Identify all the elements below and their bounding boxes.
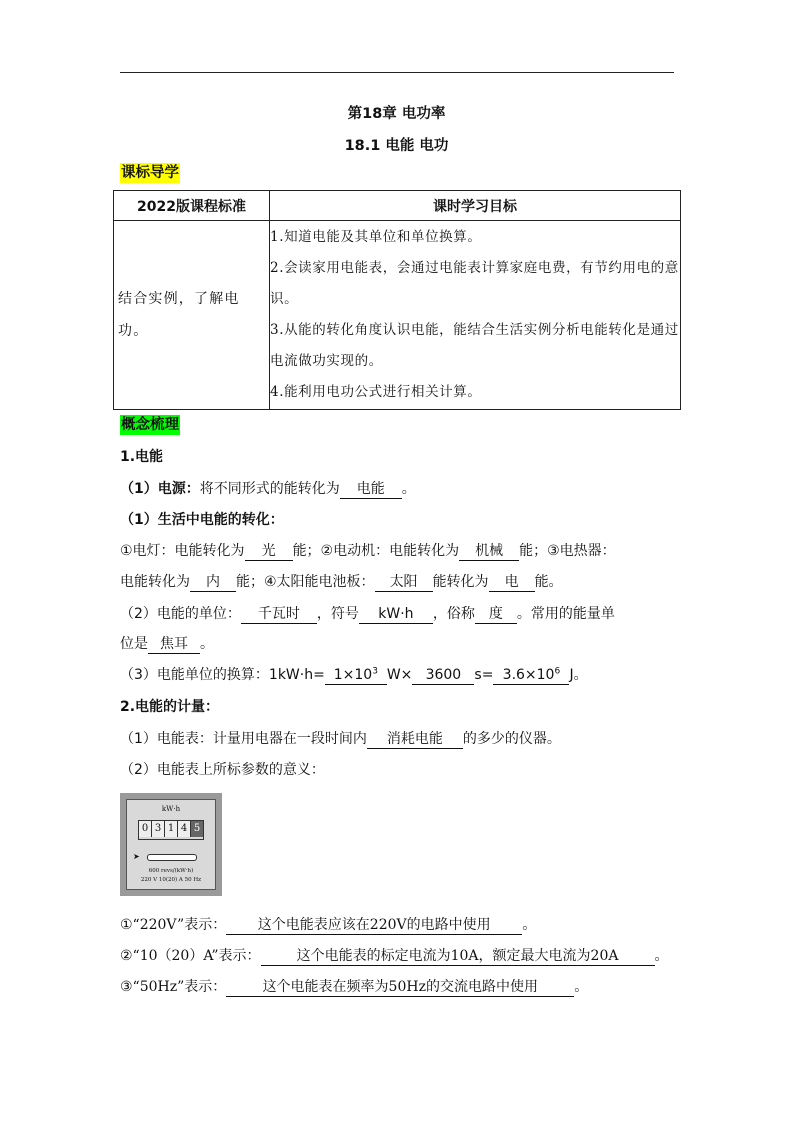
exponent: 3	[372, 666, 378, 677]
exponent: 6	[554, 666, 561, 677]
meter-digit: 4	[178, 821, 191, 837]
electric-meter-image	[120, 793, 222, 896]
blank-answer	[325, 666, 387, 685]
blank-answer: 焦耳	[148, 635, 200, 654]
blank-answer: 度	[475, 605, 517, 624]
standard-cell	[114, 221, 270, 410]
text: s=	[474, 667, 494, 683]
meter-digit: 3	[152, 821, 165, 837]
blank-answer: 这个电能表在频率为50Hz的交流电路中使用	[226, 978, 574, 997]
blank-answer: 电能	[340, 480, 402, 499]
meter-digit: 5	[191, 821, 203, 837]
standards-table	[113, 190, 681, 410]
rotation-arrow-icon: ➤	[133, 852, 140, 861]
blank-answer	[493, 666, 569, 685]
text: 位是	[120, 636, 148, 652]
punct: 。	[522, 917, 537, 933]
meter-definition-line	[120, 729, 561, 749]
goal-item: 3.从能的转化角度认识电能，能结合生活实例分析电能转化是通过电流做功实现的。	[270, 322, 679, 369]
text: J。	[569, 667, 588, 683]
meter-digit: 1	[165, 821, 178, 837]
header-goals: 课时学习目标	[270, 191, 681, 221]
text: W×	[386, 667, 413, 683]
text: 电能转化为	[120, 574, 190, 590]
text: ，俗称	[432, 606, 475, 622]
param-label: ①“220V”表示：	[120, 917, 227, 933]
source-text: 将不同形式的能转化为	[199, 481, 340, 497]
blank-answer: 电	[489, 573, 535, 592]
value: 1×10	[333, 667, 373, 683]
blank-answer: 这个电能表的标定电流为10A，额定最大电流为20A	[261, 947, 655, 966]
header-standard: 2022版课程标准	[114, 191, 270, 221]
params-title: （2）电能表上所标参数的意义：	[120, 762, 325, 778]
goal-item: 4.能利用电功公式进行相关计算。	[270, 384, 482, 400]
text: 能；②电动机：电能转化为	[292, 543, 460, 559]
text: 的多少的仪器。	[462, 731, 561, 747]
meter-disc	[147, 854, 197, 861]
meter-spec-label: 220 V 10(20) A 50 Hz	[140, 877, 202, 883]
text: 能；④太阳能电池板：	[236, 574, 375, 590]
text: 。常用的能量单	[516, 606, 615, 622]
punct: 。	[401, 481, 416, 497]
goal-item: 2.会读家用电能表，会通过电能表计算家庭电费，有节约用电的意识。	[270, 260, 679, 307]
meter-panel	[126, 799, 216, 890]
param-label: ②“10（20）A”表示：	[120, 948, 261, 964]
text: 能转化为	[432, 574, 489, 590]
text: ，符号	[316, 606, 359, 622]
text: ①电灯：电能转化为	[120, 543, 245, 559]
blank-answer: 3600	[412, 666, 474, 685]
param-line-current	[120, 946, 669, 966]
section-2-title: 2.电能的计量：	[120, 699, 220, 715]
text: 能；③电热器：	[519, 543, 616, 559]
unit-conversion-line	[120, 665, 588, 685]
blank-answer: 光	[245, 542, 293, 561]
blank-answer: 机械	[459, 542, 519, 561]
chapter-title: 第18章 电功率	[347, 106, 446, 122]
goal-item: 1.知道电能及其单位和单位换算。	[270, 229, 482, 245]
meter-revs-label: 600 revs/(kW·h)	[148, 868, 194, 874]
unit-line-2	[120, 634, 214, 654]
text: 能。	[534, 574, 563, 590]
text: （2）电能的单位：	[120, 606, 241, 622]
text: （1）电能表：计量用电器在一段时间内	[120, 731, 367, 747]
concept-heading: 概念梳理	[121, 417, 179, 433]
blank-answer: 千瓦时	[241, 605, 317, 624]
param-line-220v	[120, 915, 536, 935]
punct: 。	[574, 979, 589, 995]
source-label: （1）电源：	[120, 481, 200, 497]
guide-heading: 课标导学	[121, 165, 179, 181]
value: 3.6×10	[502, 667, 555, 683]
section-title: 18.1 电能 电功	[344, 138, 449, 154]
punct: 。	[654, 948, 669, 964]
conversion-title: （1）生活中电能的转化：	[120, 512, 284, 528]
conversion-line-1	[120, 541, 616, 561]
unit-line	[120, 604, 615, 624]
conversion-line-2	[120, 572, 563, 592]
meter-digit: 0	[139, 821, 152, 837]
section-1-title: 1.电能	[120, 449, 164, 465]
blank-answer: 内	[190, 573, 236, 592]
goals-cell	[270, 221, 681, 410]
param-label: ③“50Hz”表示：	[120, 979, 227, 995]
text: （3）电能单位的换算：1kW·h=	[120, 667, 325, 683]
meter-unit-label: kW·h	[161, 805, 181, 813]
power-source-line	[120, 479, 416, 499]
blank-answer: 太阳	[375, 573, 433, 592]
text: 。	[200, 636, 214, 652]
blank-answer: 这个电能表应该在220V的电路中使用	[226, 916, 522, 935]
meter-counter	[138, 820, 204, 840]
blank-answer: 消耗电能	[367, 730, 463, 749]
header-rule	[120, 72, 674, 73]
blank-answer: kW·h	[359, 605, 433, 624]
param-line-50hz	[120, 977, 588, 997]
standard-text: 结合实例，了解电功。	[118, 291, 240, 339]
